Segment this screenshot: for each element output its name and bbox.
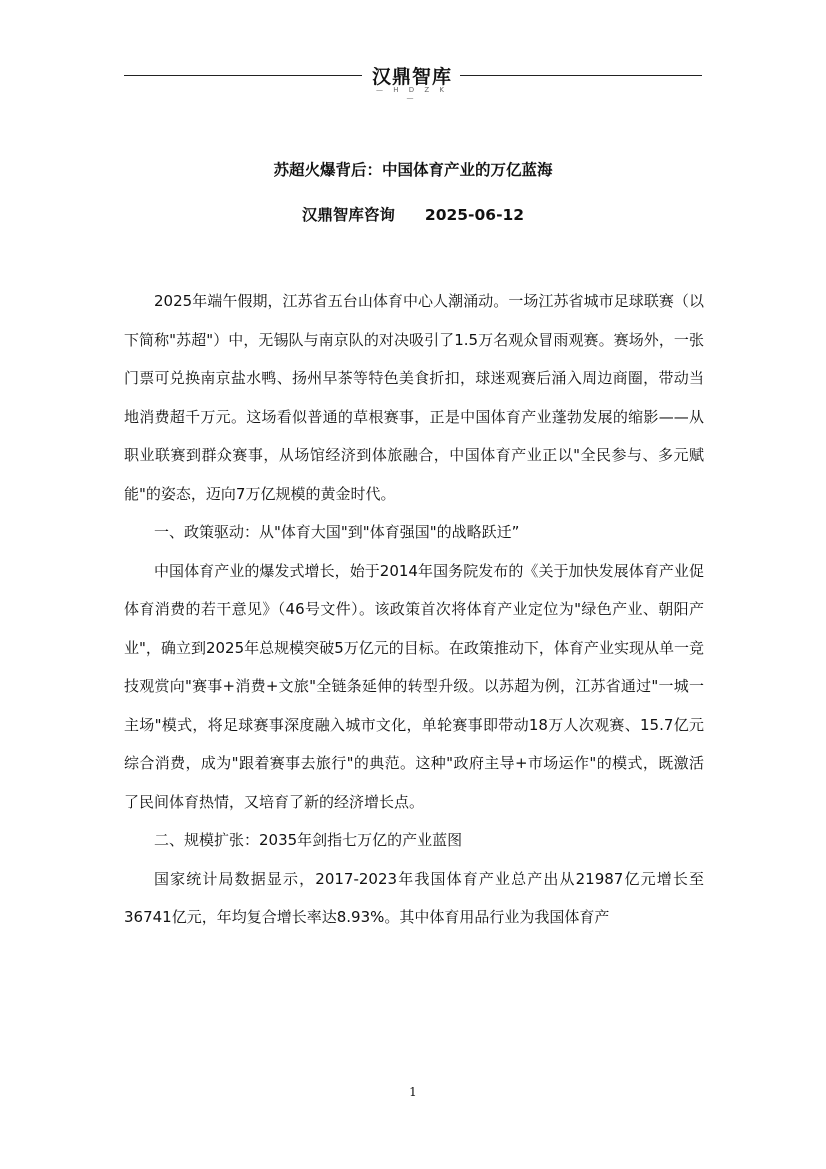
document-body <box>124 282 704 937</box>
section-heading-2: 二、规模扩张：2035年剑指七万亿的产业蓝图 <box>154 831 463 849</box>
section-heading-1: 一、政策驱动：从"体育大国"到"体育强国"的战略跃迁” <box>154 523 520 541</box>
brand-subtitle: — H D Z K — <box>376 86 448 102</box>
paragraph-scale: 国家统计局数据显示，2017-2023年我国体育产业总产出从21987亿元增长至36741亿元，年均复合增长率达8.93%。其中体育用品行业为我国体育产 <box>124 869 704 926</box>
paragraph-intro: 2025年端午假期，江苏省五台山体育中心人潮涌动。一场江苏省城市足球联赛（以下简称"苏超"）中，无锡队与南京队的对决吸引了1.5万名观众冒雨观赛。赛场外，一张门票可兑换南京盐水鸭、扬州早茶等特色美食折扣，球迷观赛后涌入周边商圈，带动当地消费超千万元。这场看似普通的草根赛事，正是中国体育产业蓬勃发展的缩影——从职业联赛到群众赛事，从场馆经济到体旅融合，中国体育产业正以"全民参与、多元赋能"的姿态，迈向7万亿规模的黄金时代。 <box>124 292 704 503</box>
paragraph-policy: 中国体育产业的爆发式增长，始于2014年国务院发布的《关于加快发展体育产业促体育消费的若干意见》（46号文件）。该政策首次将体育产业定位为"绿色产业、朝阳产业"，确立到2025年总规模突破5万亿元的目标。在政策推动下，体育产业实现从单一竞技观赏向"赛事+消费+文旅"全链条延伸的转型升级。以苏超为例，江苏省通过"一城一主场"模式，将足球赛事深度融入城市文化，单轮赛事即带动18万人次观赛、15.7亿元综合消费，成为"跟着赛事去旅行"的典范。这种"政府主导+市场运作"的模式，既激活了民间体育热情，又培育了新的经济增长点。 <box>124 561 704 811</box>
brand-logo-text: 汉鼎智库 <box>371 66 452 88</box>
author: 汉鼎智库咨询 <box>301 206 395 224</box>
document-header <box>124 58 702 102</box>
header-rule-left <box>124 75 362 76</box>
document-title: 苏超火爆背后：中国体育产业的万亿蓝海 <box>273 161 553 179</box>
publish-date: 2025-06-12 <box>424 206 525 224</box>
page-number: 1 <box>409 1085 417 1099</box>
document-byline <box>0 203 826 225</box>
header-rule-right <box>460 75 702 76</box>
